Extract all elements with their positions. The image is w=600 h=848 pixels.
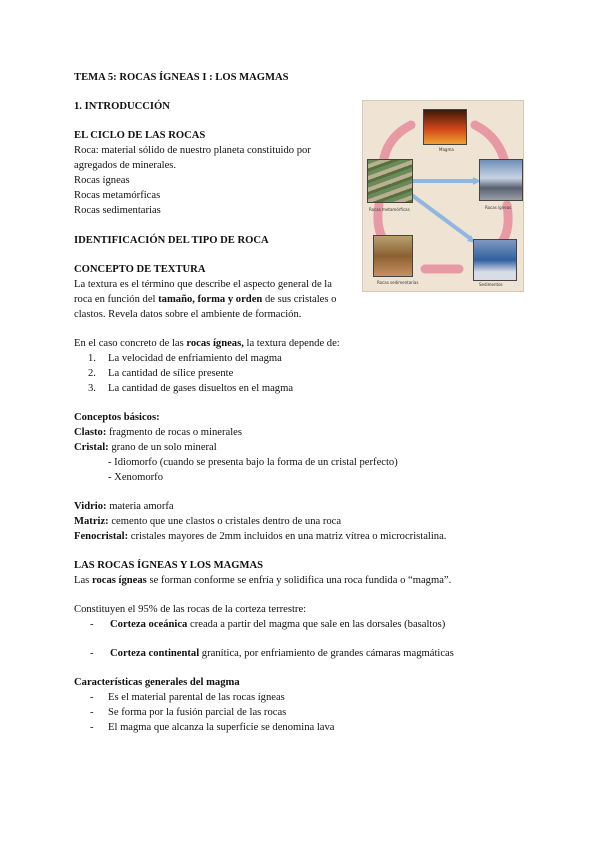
textura-line1: La textura es el término que describe el aspecto general de la — [74, 279, 332, 290]
caption-sedimentarias: Rocas sedimentarias — [377, 280, 419, 285]
inner-arrow-diagonal — [409, 193, 471, 239]
canyon-photo — [373, 235, 413, 277]
textura-line2: roca en función del tamaño, forma y orden de sus cristales o — [74, 294, 337, 305]
caracteristicas-title: Características generales del magma — [74, 677, 240, 688]
clasto-def: Clasto: fragmento de rocas o minerales — [74, 427, 242, 438]
rock-cycle-figure — [362, 100, 524, 292]
igneas-textura-intro: En el caso concreto de las rocas ígneas, la textura depende de: — [74, 338, 340, 349]
vidrio-def: Vidrio: materia amorfa — [74, 501, 174, 512]
section-identificacion: IDENTIFICACIÓN DEL TIPO DE ROCA — [74, 235, 269, 246]
caption-magma: Magma — [439, 147, 454, 152]
rock-type-sedimentary: Rocas sedimentarias — [74, 205, 161, 216]
caption-metamorficas: Rocas metamórficas — [369, 207, 410, 212]
roca-def-line1: Roca: material sólido de nuestro planeta constituido por — [74, 145, 311, 156]
sediment-water-photo — [473, 239, 517, 281]
textura-line3: clastos. Revela datos sobre el ambiente de formación. — [74, 309, 302, 320]
cristal-idiomorfo: - Idiomorfo (cuando se presenta bajo la forma de un cristal perfecto) — [108, 457, 398, 468]
cycle-arrow-right-bottom — [501, 205, 508, 243]
magma-def: Las rocas ígneas se forman conforme se enfría y solidifica una roca fundida o “magma”. — [74, 575, 452, 586]
cycle-arrow-right-top — [475, 125, 505, 163]
rock-type-igneous: Rocas ígneas — [74, 175, 130, 186]
section-rocas-igneas-magmas: LAS ROCAS ÍGNEAS Y LOS MAGMAS — [74, 560, 264, 571]
cristal-xenomorfo: - Xenomorfo — [108, 472, 164, 483]
cristal-def: Cristal: grano de un solo mineral — [74, 442, 217, 453]
caption-sedimentos: Sedimentos — [479, 282, 503, 287]
mountain-photo — [479, 159, 523, 201]
page-title: TEMA 5: ROCAS ÍGNEAS I : LOS MAGMAS — [74, 72, 289, 83]
lava-photo — [423, 109, 467, 145]
roca-def-line2: agregados de minerales. — [74, 160, 177, 171]
rock-type-metamorphic: Rocas metamórficas — [74, 190, 161, 201]
metamorphic-rock-photo — [367, 159, 413, 203]
matriz-def: Matriz: cemento que une clastos o cristales dentro de una roca — [74, 516, 342, 527]
section-textura: CONCEPTO DE TEXTURA — [74, 264, 206, 275]
fenocristal-def: Fenocristal: cristales mayores de 2mm incluidos en una matriz vítrea o microcristalina. — [74, 531, 447, 542]
cycle-arrow-left-top — [383, 125, 411, 163]
caption-igneas: Rocas ígneas — [485, 205, 512, 210]
section-ciclo: EL CICLO DE LAS ROCAS — [74, 130, 206, 141]
corteza-intro: Constituyen el 95% de las rocas de la corteza terrestre: — [74, 604, 307, 615]
conceptos-basicos-title: Conceptos básicos: — [74, 412, 160, 423]
section-introduccion: 1. INTRODUCCIÓN — [74, 101, 170, 112]
